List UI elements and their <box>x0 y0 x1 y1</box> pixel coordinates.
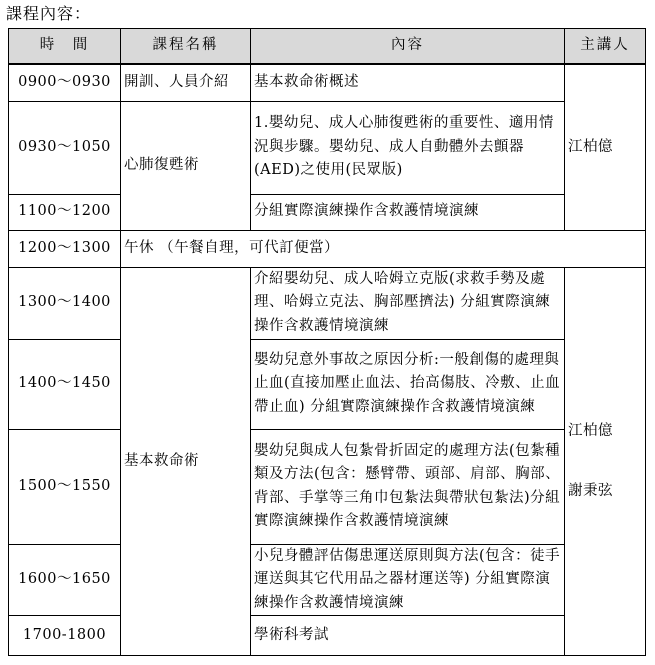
speaker-cell <box>565 64 646 230</box>
header-speaker: 主講人 <box>565 29 646 65</box>
time-cell: 1200～1300 <box>9 230 121 267</box>
time-cell: 1600～1650 <box>9 544 121 616</box>
content-cell: 分組實際演練操作含救護情境演練 <box>251 194 565 230</box>
table-row <box>9 429 646 544</box>
speaker-name: 江柏億 <box>568 138 613 155</box>
header-course: 課程名稱 <box>121 29 251 65</box>
table-row <box>9 544 646 616</box>
lunch-break-cell: 午休 （午餐自理，可代訂便當） <box>121 230 646 267</box>
speaker-name: 江柏億 <box>568 423 613 440</box>
table-header-row <box>9 29 646 65</box>
table-row <box>9 230 646 267</box>
table-row <box>9 339 646 429</box>
content-cell: 基本救命術概述 <box>251 64 565 101</box>
time-cell: 1300～1400 <box>9 267 121 339</box>
header-content: 內容 <box>251 29 565 65</box>
table-row <box>9 616 646 656</box>
table-row <box>9 64 646 101</box>
header-time: 時 間 <box>9 29 121 65</box>
course-cell: 開訓、人員介紹 <box>121 64 251 101</box>
speaker-cell <box>565 267 646 656</box>
time-cell: 1500～1550 <box>9 429 121 544</box>
course-schedule-table <box>8 28 646 656</box>
content-cell: 介紹嬰幼兒、成人哈姆立克版(求救手勢及處理、哈姆立克法、胸部壓擠法) 分組實際演練操作含救護情境演練 <box>251 267 565 339</box>
content-cell: 1.嬰幼兒、成人心肺復甦術的重要性、適用情況與步驟。嬰幼兒、成人自動體外去顫器(AED)之使用(民眾版) <box>251 101 565 194</box>
content-cell: 嬰幼兒與成人包紮骨折固定的處理方法(包紮種類及方法(包含：懸臂帶、頭部、肩部、胸部、背部、手掌等三角巾包紮法與帶狀包紮法)分組實際演練操作含救護情境演練 <box>251 429 565 544</box>
table-row <box>9 194 646 230</box>
course-cell: 基本救命術 <box>121 267 251 656</box>
table-row <box>9 101 646 194</box>
time-cell: 1100～1200 <box>9 194 121 230</box>
table-row <box>9 267 646 339</box>
time-cell: 1700-1800 <box>9 616 121 656</box>
section-heading: 課程內容： <box>6 4 92 23</box>
content-cell: 嬰幼兒意外事故之原因分析:一般創傷的處理與止血(直接加壓止血法、抬高傷肢、冷敷、止血帶止血) 分組實際演練操作含救護情境演練 <box>251 339 565 429</box>
speaker-name: 謝秉弦 <box>568 483 613 500</box>
content-cell: 學術科考試 <box>251 616 565 656</box>
time-cell: 1400～1450 <box>9 339 121 429</box>
time-cell: 0930～1050 <box>9 101 121 194</box>
content-cell: 小兒身體評估傷患運送原則與方法(包含：徒手運送與其它代用品之器材運送等) 分組實際演練操作含救護情境演練 <box>251 544 565 616</box>
time-cell: 0900～0930 <box>9 64 121 101</box>
course-cell: 心肺復甦術 <box>121 101 251 230</box>
